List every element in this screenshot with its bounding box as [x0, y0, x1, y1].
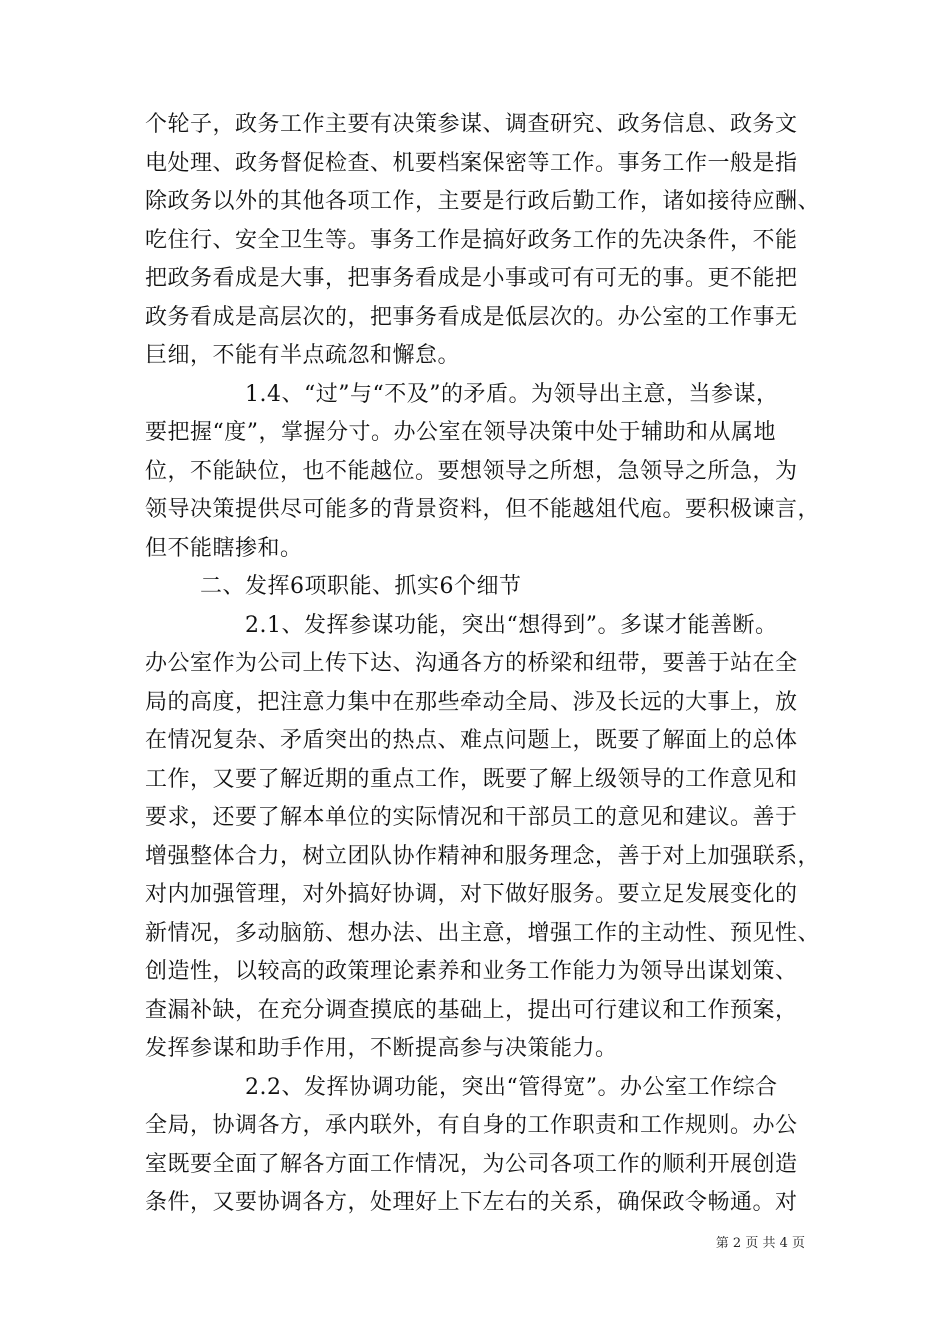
text-line: 全局，协调各方，承内联外，有自身的工作职责和工作规则。办公 [145, 1113, 798, 1138]
text-line: 查漏补缺，在充分调查摸底的基础上，提出可行建议和工作预案， [145, 997, 798, 1023]
text-line: 新情况，多动脑筋、想办法、出主意，增强工作的主动性、预见性、 [145, 920, 821, 946]
section-heading: 二、发挥6项职能、抓实6个细节 [200, 574, 522, 599]
text-line: 但不能瞎掺和。 [145, 535, 303, 561]
text-line: 对内加强管理，对外搞好协调，对下做好服务。要立足发展变化的 [145, 882, 798, 907]
paragraph-start-line: 2.2、发挥协调功能，突出“管得宽”。办公室工作综合 [245, 1074, 778, 1100]
text-line: 局的高度，把注意力集中在那些牵动全局、涉及长远的大事上，放 [145, 689, 798, 715]
text-line: 条件，又要协调各方，处理好上下左右的关系，确保政令畅通。对 [145, 1190, 798, 1215]
text-line: 除政务以外的其他各项工作，主要是行政后勤工作，诸如接待应酬、 [145, 189, 821, 214]
text-line: 巨细，不能有半点疏忽和懈怠。 [145, 343, 461, 368]
paragraph-start-line: 1.4、“过”与“不及”的矛盾。为领导出主意，当参谋， [245, 381, 779, 407]
text-line: 吃住行、安全卫生等。事务工作是搞好政务工作的先决条件，不能 [145, 227, 798, 253]
text-line: 位，不能缺位，也不能越位。要想领导之所想，急领导之所急，为 [145, 458, 798, 484]
text-line: 工作，又要了解近期的重点工作，既要了解上级领导的工作意见和 [145, 766, 798, 792]
page-footer: 第 2 页 共 4 页 [715, 1236, 805, 1251]
text-line: 室既要全面了解各方面工作情况，为公司各项工作的顺利开展创造 [145, 1151, 798, 1177]
text-line: 要把握“度”，掌握分寸。办公室在领导决策中处于辅助和从属地 [145, 420, 776, 445]
text-line: 电处理、政务督促检查、机要档案保密等工作。事务工作一般是指 [145, 150, 798, 176]
text-line: 政务看成是高层次的，把事务看成是低层次的。办公室的工作事无 [145, 304, 798, 330]
text-line: 增强整体合力，树立团队协作精神和服务理念，善于对上加强联系， [145, 843, 821, 869]
text-line: 办公室作为公司上传下达、沟通各方的桥梁和纽带，要善于站在全 [145, 651, 798, 676]
text-line: 把政务看成是大事，把事务看成是小事或可有可无的事。更不能把 [145, 266, 798, 291]
paragraph-start-line: 2.1、发挥参谋功能，突出“想得到”。多谋才能善断。 [245, 612, 778, 638]
text-line: 创造性，以较高的政策理论素养和业务工作能力为领导出谋划策、 [145, 959, 798, 984]
text-line: 要求，还要了解本单位的实际情况和干部员工的意见和建议。善于 [145, 805, 798, 830]
text-line: 领导决策提供尽可能多的背景资料，但不能越俎代庖。要积极谏言， [145, 497, 821, 522]
text-line: 在情况复杂、矛盾突出的热点、难点问题上，既要了解面上的总体 [145, 728, 798, 753]
text-line: 个轮子，政务工作主要有决策参谋、调查研究、政务信息、政务文 [145, 112, 798, 137]
text-line: 发挥参谋和助手作用，不断提高参与决策能力。 [145, 1036, 618, 1061]
